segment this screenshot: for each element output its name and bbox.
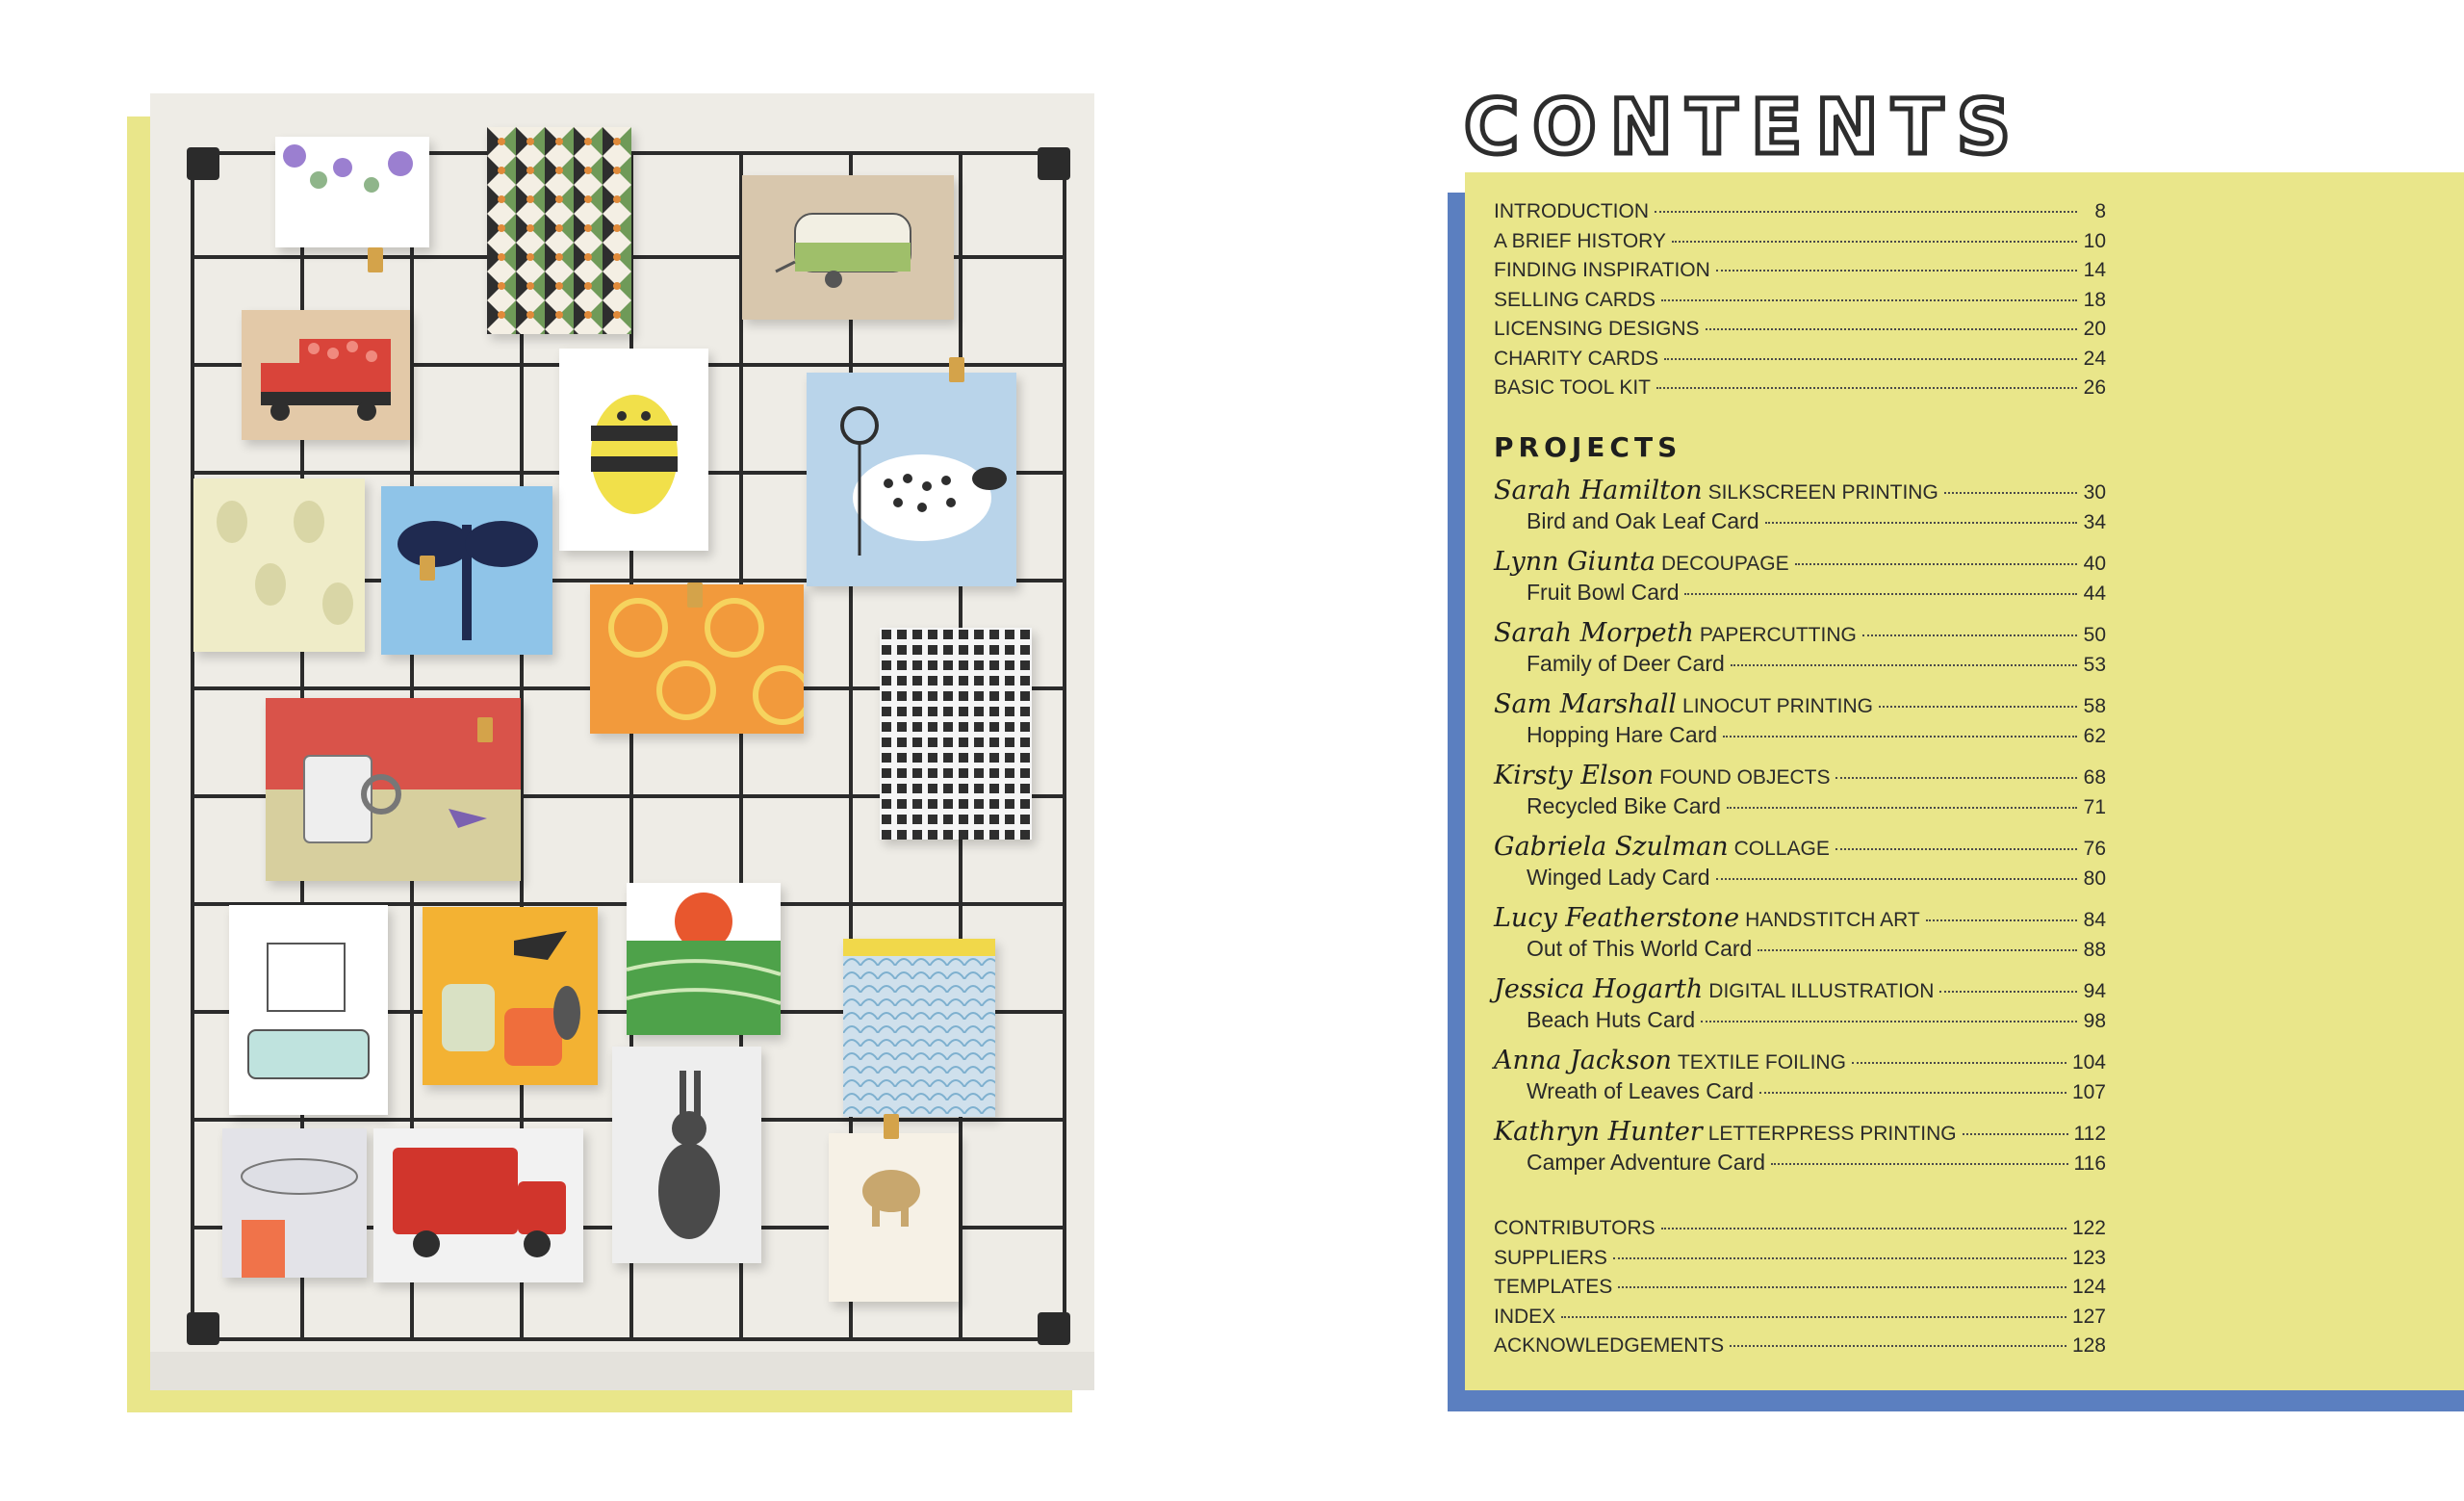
technique-label: DIGITAL ILLUSTRATION — [1708, 980, 1935, 1002]
dot-leader — [1716, 270, 2077, 272]
card-page: 88 — [2083, 939, 2106, 961]
project-entry-label — [1494, 618, 1857, 648]
toc-entry — [1494, 1334, 2106, 1364]
dot-leader — [1727, 807, 2077, 809]
card-clip — [368, 247, 383, 272]
toc-entry — [1494, 289, 2106, 319]
toc-entry-label: INTRODUCTION — [1494, 200, 1649, 222]
project-entry-label — [1494, 1117, 1957, 1147]
toc-entry-label: TEMPLATES — [1494, 1276, 1613, 1298]
dot-leader — [1706, 328, 2077, 330]
project-card-entry — [1494, 580, 2106, 618]
project-entry-page: 94 — [2083, 980, 2106, 1002]
dot-leader — [1944, 492, 2077, 494]
leaf-pattern-card — [193, 479, 365, 652]
toc-entry — [1494, 1306, 2106, 1335]
card-title: Beach Huts Card — [1527, 1007, 1696, 1032]
technique-label: DECOUPAGE — [1661, 553, 1789, 575]
toc-entry-page: 18 — [2083, 288, 2106, 311]
contributor-name: Sam Marshall — [1494, 689, 1678, 719]
toc-entry-page: 123 — [2071, 1246, 2106, 1269]
dot-leader — [1835, 848, 2077, 850]
toc-entry-page: 10 — [2083, 229, 2106, 252]
contributor-name: Gabriela Szulman — [1494, 832, 1729, 862]
project-entry-page: 40 — [2083, 553, 2106, 575]
dot-leader — [1655, 211, 2077, 213]
project-entry — [1494, 476, 2106, 508]
card-page: 98 — [2083, 1010, 2106, 1032]
lorry-card — [242, 310, 410, 440]
photo-shelf — [150, 1352, 1094, 1390]
dot-leader — [1656, 387, 2077, 389]
sun-landscape-card — [627, 883, 781, 1035]
card-title: Out of This World Card — [1527, 936, 1753, 961]
toc-entry-page: 128 — [2071, 1334, 2106, 1357]
toc-entry-label: ACKNOWLEDGEMENTS — [1494, 1334, 1725, 1357]
toc-entry-page: 124 — [2071, 1276, 2106, 1298]
back-matter-list — [1494, 1217, 2106, 1364]
card-title: Recycled Bike Card — [1527, 793, 1721, 818]
card-clip — [687, 582, 703, 608]
projects-list — [1494, 476, 2106, 1188]
card-page: 62 — [2083, 725, 2106, 747]
dot-leader — [1835, 777, 2077, 779]
toc-entry-label: LICENSING DESIGNS — [1494, 318, 1700, 340]
contributor-name: Kirsty Elson — [1494, 761, 1655, 790]
toc-entry — [1494, 200, 2106, 230]
contributor-name: Sarah Hamilton — [1494, 476, 1703, 505]
project-card-entry — [1494, 1007, 2106, 1046]
card-page: 71 — [2083, 796, 2106, 818]
projects-heading: PROJECTS — [1494, 431, 1682, 463]
dot-leader — [1765, 522, 2077, 524]
project-entry-page: 50 — [2083, 624, 2106, 646]
dot-leader — [1771, 1163, 2068, 1165]
toc-entry-page: 20 — [2083, 318, 2106, 340]
card-page: 80 — [2083, 867, 2106, 890]
project-entry-page: 58 — [2083, 695, 2106, 717]
toc-entry — [1494, 318, 2106, 348]
card-title: Wreath of Leaves Card — [1527, 1078, 1755, 1103]
dot-leader — [1852, 1062, 2066, 1064]
card-page: 116 — [2073, 1152, 2106, 1175]
project-card-entry — [1494, 793, 2106, 832]
dot-leader — [1759, 1092, 2066, 1094]
dot-leader — [1879, 706, 2077, 708]
page-title: CONTENTS — [1464, 85, 2024, 171]
toc-entry — [1494, 348, 2106, 377]
project-entry — [1494, 832, 2106, 865]
project-entry-page: 76 — [2083, 838, 2106, 860]
dot-leader — [1723, 736, 2077, 738]
project-entry-label — [1494, 689, 1873, 719]
card-clip — [884, 1114, 899, 1139]
dot-leader — [1926, 919, 2077, 921]
project-entry — [1494, 903, 2106, 936]
dot-leader — [1613, 1257, 2066, 1259]
dot-leader — [1716, 878, 2078, 880]
project-card-entry — [1494, 1078, 2106, 1117]
toc-entry-label: A BRIEF HISTORY — [1494, 229, 1666, 252]
technique-label: FOUND OBJECTS — [1659, 766, 1831, 789]
project-entry-page: 112 — [2073, 1123, 2106, 1145]
technique-label: LETTERPRESS PRINTING — [1707, 1123, 1957, 1145]
hare-card — [612, 1047, 761, 1263]
toc-entry — [1494, 230, 2106, 260]
toc-entry — [1494, 376, 2106, 406]
contributor-name: Lynn Giunta — [1494, 547, 1656, 577]
typewriter-card — [229, 905, 388, 1115]
sheep-card — [807, 373, 1016, 586]
red-van-card — [373, 1128, 583, 1282]
elephant-card — [829, 1133, 959, 1302]
front-matter-list — [1494, 200, 2106, 406]
blackbird-card — [423, 907, 598, 1085]
technique-label: SILKSCREEN PRINTING — [1707, 481, 1938, 504]
dot-leader — [1862, 634, 2077, 636]
card-title: Bird and Oak Leaf Card — [1527, 508, 1759, 533]
bee-card — [559, 349, 708, 551]
dot-leader — [1664, 358, 2077, 360]
project-card-entry — [1494, 508, 2106, 547]
toc-entry-page: 127 — [2071, 1305, 2106, 1328]
card-display-photo — [150, 93, 1094, 1390]
card-title: Family of Deer Card — [1527, 651, 1725, 676]
card-title: Hopping Hare Card — [1527, 722, 1718, 747]
flower-card — [275, 137, 429, 247]
toc-entry — [1494, 1217, 2106, 1247]
project-card-entry — [1494, 865, 2106, 903]
dot-leader — [1661, 1228, 2066, 1229]
project-entry — [1494, 689, 2106, 722]
dot-leader — [1672, 241, 2077, 243]
project-card-entry — [1494, 936, 2106, 974]
toc-entry-label: INDEX — [1494, 1305, 1556, 1328]
card-title: Winged Lady Card — [1527, 865, 1710, 890]
contributor-name: Jessica Hogarth — [1494, 974, 1704, 1004]
toc-entry — [1494, 259, 2106, 289]
project-entry-label — [1494, 974, 1934, 1004]
project-entry-label — [1494, 903, 1920, 933]
project-entry — [1494, 1117, 2106, 1150]
toc-entry-page: 122 — [2071, 1217, 2106, 1239]
blue-scales-card — [843, 939, 995, 1117]
toc-entry-label: SUPPLIERS — [1494, 1246, 1607, 1269]
dragonfly-card — [381, 486, 552, 655]
project-entry-label — [1494, 761, 1830, 790]
contributor-name: Kathryn Hunter — [1494, 1117, 1703, 1147]
project-entry — [1494, 761, 2106, 793]
contributor-name: Lucy Featherstone — [1494, 903, 1740, 933]
project-entry-label — [1494, 1046, 1846, 1075]
card-page: 53 — [2083, 654, 2106, 676]
card-title: Fruit Bowl Card — [1527, 580, 1680, 605]
card-clip — [949, 357, 964, 382]
project-entry-label — [1494, 476, 1938, 505]
contributor-name: Sarah Morpeth — [1494, 618, 1694, 648]
toc-entry-page: 26 — [2083, 376, 2106, 399]
card-page: 44 — [2083, 582, 2106, 605]
technique-label: COLLAGE — [1733, 838, 1830, 860]
toc-entry-page: 24 — [2083, 347, 2106, 370]
project-entry — [1494, 547, 2106, 580]
toc-entry — [1494, 1247, 2106, 1277]
black-white-grid-card — [880, 628, 1032, 840]
project-entry-page: 104 — [2071, 1051, 2106, 1074]
toc-entry-label: FINDING INSPIRATION — [1494, 259, 1710, 281]
project-entry-page: 30 — [2083, 481, 2106, 504]
dot-leader — [1963, 1133, 2068, 1135]
toc-entry-page: 14 — [2083, 259, 2106, 281]
toc-entry-label: BASIC TOOL KIT — [1494, 376, 1651, 399]
card-clip — [477, 717, 493, 742]
project-entry — [1494, 1046, 2106, 1078]
dot-leader — [1795, 563, 2077, 565]
card-page: 107 — [2071, 1081, 2106, 1103]
caravan-card — [742, 175, 954, 320]
project-entry-page: 84 — [2083, 909, 2106, 931]
contributor-name: Anna Jackson — [1494, 1046, 1672, 1075]
toc-entry-label: SELLING CARDS — [1494, 288, 1656, 311]
dot-leader — [1684, 593, 2077, 595]
project-card-entry — [1494, 722, 2106, 761]
project-entry-page: 68 — [2083, 766, 2106, 789]
project-card-entry — [1494, 1150, 2106, 1188]
card-title: Camper Adventure Card — [1527, 1150, 1766, 1175]
toc-entry — [1494, 1276, 2106, 1306]
project-entry-label — [1494, 547, 1789, 577]
dot-leader — [1730, 1345, 2066, 1347]
card-clip — [420, 556, 435, 581]
geometric-pattern-card — [487, 127, 631, 334]
project-entry — [1494, 618, 2106, 651]
dot-leader — [1701, 1021, 2077, 1022]
dot-leader — [1561, 1316, 2066, 1318]
dot-leader — [1731, 664, 2077, 666]
toc-entry-page: 8 — [2094, 200, 2106, 222]
toc-entry-label: CONTRIBUTORS — [1494, 1217, 1656, 1239]
project-entry — [1494, 974, 2106, 1007]
toc-entry-label: CHARITY CARDS — [1494, 347, 1659, 370]
dot-leader — [1618, 1286, 2066, 1288]
technique-label: PAPERCUTTING — [1699, 624, 1857, 646]
project-card-entry — [1494, 651, 2106, 689]
dot-leader — [1661, 299, 2077, 301]
technique-label: TEXTILE FOILING — [1677, 1051, 1846, 1074]
card-page: 34 — [2083, 511, 2106, 533]
dot-leader — [1758, 949, 2077, 951]
dot-leader — [1939, 991, 2077, 993]
project-entry-label — [1494, 832, 1830, 862]
surfboard-card — [222, 1128, 367, 1278]
technique-label: HANDSTITCH ART — [1745, 909, 1920, 931]
technique-label: LINOCUT PRINTING — [1682, 695, 1874, 717]
